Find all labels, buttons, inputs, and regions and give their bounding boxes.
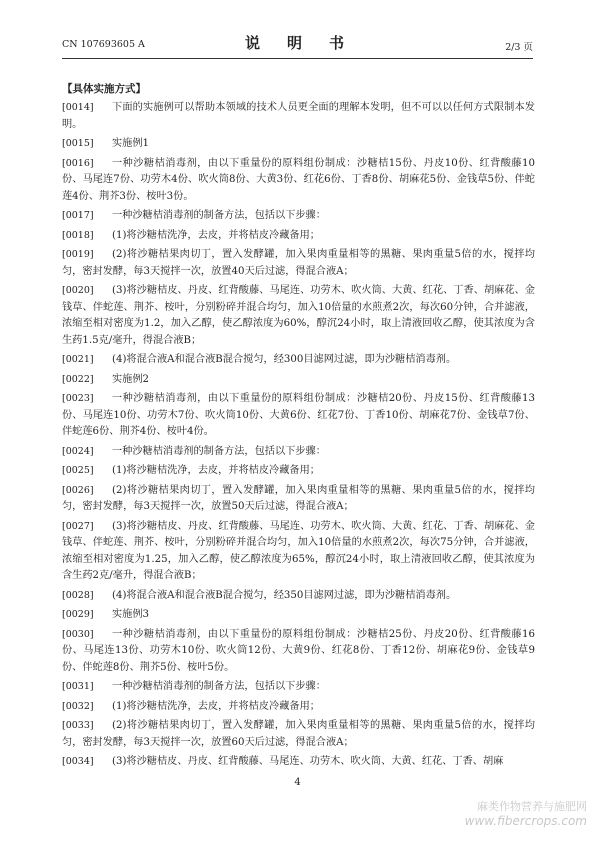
page-info: 2/3 页 (505, 42, 533, 53)
publication-number: CN 107693605 A (62, 39, 145, 50)
paragraph (62, 156, 535, 206)
paragraph (62, 208, 535, 225)
paragraph-number: [0018] (62, 229, 94, 241)
paragraph-text: (2)将沙糖桔果肉切丁，置入发酵罐，加入果肉重量相等的黑糖、果肉重量5倍的水，搅拌均匀，密封发酵，每3天搅拌一次，放置50天后过滤，得混合液A； (62, 484, 535, 512)
page-header (62, 30, 533, 58)
paragraph-text: 一种沙糖桔消毒剂的制备方法，包括以下步骤： (112, 445, 326, 457)
paragraph-number: [0028] (62, 589, 94, 601)
paragraph (62, 607, 535, 624)
paragraph (62, 372, 535, 389)
paragraph-text: 实施例1 (112, 138, 150, 149)
paragraph-text: (1)将沙糖桔洗净，去皮，并将桔皮冷藏备用； (112, 700, 320, 712)
paragraph-text: (3)将沙糖桔皮、丹皮、红背酸藤、马尾连、功劳木、吹火筒、大黄、红花、丁香、胡麻花、金钱草、伴蛇莲、荆芥、桉叶，分别粉碎并混合均匀，加入10倍量的水煎煮2次，每次75分钟，合并滤液，浓缩至相对密度为1.25，加入乙醇，使乙醇浓度为65%，醇沉24小时，取上清液回收乙醇，使其浓度为含生药2克/毫升，得混合液B； (62, 520, 535, 581)
paragraph-text: (3)将沙糖桔皮、丹皮、红背酸藤、马尾连、功劳木、吹火筒、大黄、红花、丁香、胡麻 (112, 756, 504, 767)
paragraph-text: 实施例3 (112, 609, 150, 620)
paragraph (62, 483, 535, 516)
paragraph (62, 679, 535, 696)
paragraph-number: [0023] (62, 393, 94, 404)
paragraph (62, 444, 535, 461)
paragraph-number: [0026] (62, 484, 94, 496)
paragraph-text: 一种沙糖桔消毒剂，由以下重量份的原料组份制成：沙糖桔20份、丹皮15份、红背酸藤13份、马尾连10份、功劳木7份、吹火筒10份、大黄6份、红花7份、丁香10份、胡麻花7份、金钱草7份、伴蛇莲6份、荆芥4份、桉叶4份。 (62, 393, 535, 437)
page-number: 4 (294, 777, 301, 788)
paragraph-number: [0021] (62, 354, 94, 365)
paragraph-number: [0029] (62, 609, 94, 620)
document-body (62, 80, 535, 771)
paragraph-number: [0032] (62, 700, 94, 712)
paragraph-text: 一种沙糖桔消毒剂的制备方法，包括以下步骤： (112, 210, 326, 221)
paragraph-text: (1)将沙糖桔洗净，去皮，并将桔皮冷藏备用； (112, 229, 320, 241)
paragraph-text: (3)将沙糖桔皮、丹皮、红背酸藤、马尾连、功劳木、吹火筒、大黄、红花、丁香、胡麻花、金钱草、伴蛇莲、荆芥、桉叶，分别粉碎并混合均匀，加入10倍量的水煎煮2次，每次60分钟，合并滤液，浓缩至相对密度为1.2，加入乙醇，使乙醇浓度为60%，醇沉24小时，取上清液回收乙醇，使其浓度为含生药1.5克/毫升，得混合液B； (62, 285, 535, 346)
paragraph-number: [0020] (62, 285, 94, 296)
header-rule (62, 58, 533, 59)
paragraph (62, 283, 535, 349)
paragraph (62, 228, 535, 245)
paragraph-text: 一种沙糖桔消毒剂，由以下重量份的原料组份制成：沙糖桔15份、丹皮10份、红背酸藤10份、马尾连7份、功劳木4份、吹火筒8份、大黄3份、红花6份、丁香8份、胡麻花5份、金钱草5份、伴蛇莲4份、荆芥3份、桉叶3份。 (62, 157, 535, 202)
paragraph (62, 588, 535, 605)
paragraph-text: 下面的实施例可以帮助本领域的技术人员更全面的理解本发明，但不可以以任何方式限制本发明。 (62, 102, 535, 130)
paragraph (62, 754, 535, 771)
paragraph-text: (4)将混合液A和混合液B混合搅匀，经300目滤网过滤，即为沙糖桔消毒剂。 (112, 354, 457, 365)
section-title: 【具体实施方式】 (62, 83, 146, 95)
paragraph (62, 519, 535, 585)
watermark-url: www.fibercrops.com (464, 814, 587, 828)
paragraph-number: [0015] (62, 138, 94, 149)
paragraph-number: [0022] (62, 373, 94, 385)
paragraph-number: [0027] (62, 520, 94, 532)
paragraph-number: [0017] (62, 210, 94, 221)
paragraph-text: 一种沙糖桔消毒剂，由以下重量份的原料组份制成：沙糖桔25份、丹皮20份、红背酸藤16份、马尾连13份、功劳木10份、吹火筒12份、大黄9份、红花8份、丁香12份、胡麻花9份、金钱草9份、伴蛇莲8份、荆芥5份、桉叶5份。 (62, 628, 535, 673)
paragraph-text: 实施例2 (112, 373, 150, 385)
paragraph-text: (2)将沙糖桔果肉切丁，置入发酵罐，加入果肉重量相等的黑糖、果肉重量5倍的水，搅拌均匀，密封发酵，每3天搅拌一次，放置40天后过滤，得混合液A； (62, 249, 535, 277)
paragraph-text: (1)将沙糖桔洗净，去皮，并将桔皮冷藏备用； (112, 465, 320, 476)
watermark (465, 800, 587, 828)
paragraph-number: [0014] (62, 102, 94, 113)
paragraph-number: [0019] (62, 249, 94, 260)
paragraph (62, 352, 535, 369)
paragraph-text: (4)将混合液A和混合液B混合搅匀，经350目滤网过滤，即为沙糖桔消毒剂。 (112, 589, 457, 601)
paragraph-text: 一种沙糖桔消毒剂的制备方法，包括以下步骤： (112, 681, 326, 692)
paragraph (62, 627, 535, 677)
paragraph-list (62, 100, 535, 771)
paragraph-number: [0030] (62, 628, 94, 640)
paragraph-text: (2)将沙糖桔果肉切丁，置入发酵罐，加入果肉重量相等的黑糖、果肉重量5倍的水，搅拌均匀，密封发酵，每3天搅拌一次，放置60天后过滤，得混合液A； (62, 720, 535, 748)
paragraph-number: [0016] (62, 157, 94, 169)
paragraph-number: [0033] (62, 720, 94, 731)
paragraph (62, 391, 535, 441)
paragraph (62, 136, 535, 153)
paragraph (62, 718, 535, 751)
paragraph (62, 247, 535, 280)
paragraph-number: [0034] (62, 756, 94, 767)
watermark-title: 麻类作物营养与施肥网 (477, 800, 587, 813)
paragraph-number: [0025] (62, 465, 94, 476)
paragraph (62, 699, 535, 716)
paragraph-number: [0024] (62, 445, 94, 457)
paragraph (62, 100, 535, 133)
paragraph-number: [0031] (62, 681, 94, 692)
document-title: 说 明 书 (244, 34, 350, 52)
paragraph (62, 463, 535, 480)
